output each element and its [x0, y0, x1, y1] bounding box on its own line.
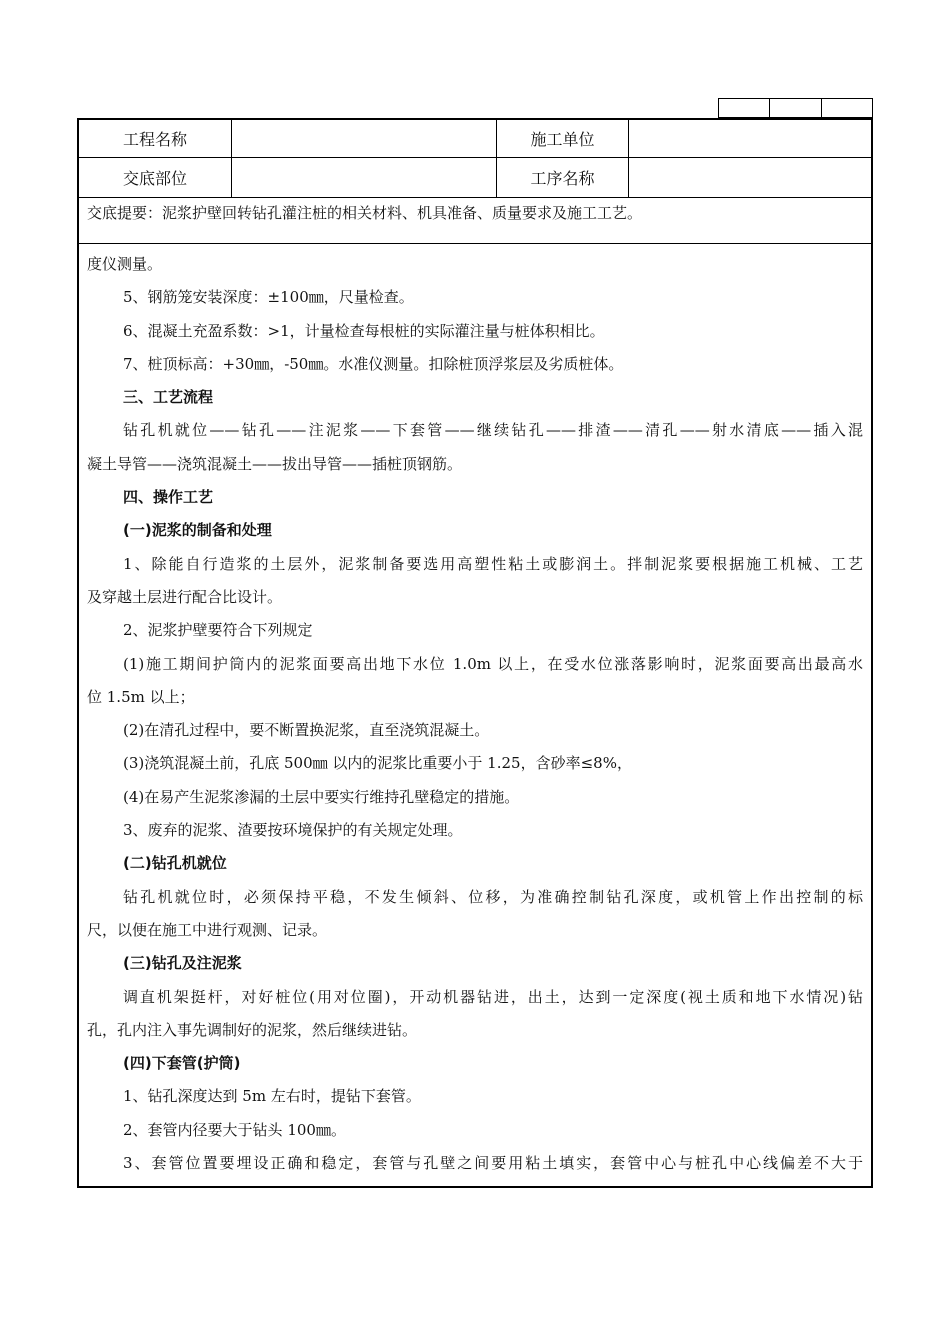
- location-label: 交底部位: [79, 157, 232, 197]
- text-line: 3、套管位置要埋设正确和稳定，套管与孔壁之间要用粘土填实，套管中心与桩孔中心线偏差不大于: [123, 1154, 863, 1173]
- text-line: 凝土导管——浇筑混凝土——拔出导管——插桩顶钢筋。: [87, 454, 463, 473]
- location-value: [232, 157, 497, 197]
- text-line: 调直机架挺杆，对好桩位(用对位圈)，开动机器钻进，出土，达到一定深度(视土质和地下水情况)钻: [123, 987, 863, 1006]
- disclosure-summary: 交底提要：泥浆护壁回转钻孔灌注桩的相关材料、机具准备、质量要求及施工工艺。: [87, 204, 643, 222]
- text-line: 1、钻孔深度达到 5m 左右时，提钻下套管。: [123, 1087, 421, 1106]
- text-line: 位 1.5m 以上；: [87, 687, 195, 706]
- summary-row: [79, 197, 871, 244]
- subsection-heading: (二)钻孔机就位: [123, 854, 227, 873]
- subsection-heading: (一)泥浆的制备和处理: [123, 521, 272, 540]
- text-line: (3)浇筑混凝土前，孔底 500㎜ 以内的泥浆比重要小于 1.25，含砂率≤8%，: [123, 754, 632, 773]
- text-line: (2)在清孔过程中，要不断置换泥浆，直至浇筑混凝土。: [123, 721, 490, 740]
- top-box-1: [719, 99, 770, 117]
- subsection-heading: (四)下套管(护筒): [123, 1054, 241, 1073]
- text-line: (4)在易产生泥浆渗漏的土层中要实行维持孔壁稳定的措施。: [123, 787, 520, 806]
- text-line: 1、除能自行造浆的土层外，泥浆制备要选用高塑性粘土或膨润土。拌制泥浆要根据施工机械、工艺: [123, 554, 863, 573]
- text-line: 2、套管内径要大于钻头 100㎜。: [123, 1120, 346, 1139]
- section-heading: 三、工艺流程: [123, 388, 214, 407]
- top-box-2: [770, 99, 821, 117]
- section-heading: 四、操作工艺: [123, 488, 214, 507]
- text-line: 及穿越土层进行配合比设计。: [87, 587, 283, 606]
- disclosure-form: [77, 118, 873, 1188]
- header-row-1: [79, 120, 871, 158]
- contractor-label: 施工单位: [497, 120, 629, 157]
- text-line: 5、钢筋笼安装深度：±100㎜，尺量检查。: [123, 288, 414, 307]
- text-line: 钻孔机就位——钻孔——注泥浆——下套管——继续钻孔——排渣——清孔——射水清底——插入混: [123, 421, 863, 440]
- subsection-heading: (三)钻孔及注泥浆: [123, 954, 242, 973]
- project-name-label: 工程名称: [79, 120, 232, 157]
- disclosure-body: [87, 248, 863, 1180]
- contractor-value: [629, 120, 871, 157]
- text-line: 尺，以便在施工中进行观测、记录。: [87, 920, 328, 939]
- text-line: 2、泥浆护壁要符合下列规定: [123, 621, 313, 640]
- text-line: 孔，孔内注入事先调制好的泥浆，然后继续进钻。: [87, 1020, 418, 1039]
- project-name-value: [232, 120, 497, 157]
- text-line: (1)施工期间护筒内的泥浆面要高出地下水位 1.0m 以上，在受水位涨落影响时，泥浆面要高出最高水: [123, 654, 863, 673]
- text-line: 6、混凝土充盈系数：>1，计量检查每根桩的实际灌注量与桩体积相比。: [123, 321, 605, 340]
- process-value: [629, 157, 871, 197]
- process-label: 工序名称: [497, 157, 629, 197]
- text-line: 7、桩顶标高：+30㎜，-50㎜。水准仪测量。扣除桩顶浮浆层及劣质桩体。: [123, 354, 624, 373]
- top-right-boxes: [718, 98, 873, 118]
- text-line: 3、废弃的泥浆、渣要按环境保护的有关规定处理。: [123, 821, 463, 840]
- text-line: 钻孔机就位时，必须保持平稳，不发生倾斜、位移，为准确控制钻孔深度，或机管上作出控制的标: [123, 887, 863, 906]
- header-row-2: [79, 157, 871, 198]
- text-line: 度仪测量。: [87, 255, 163, 273]
- top-box-3: [822, 99, 872, 117]
